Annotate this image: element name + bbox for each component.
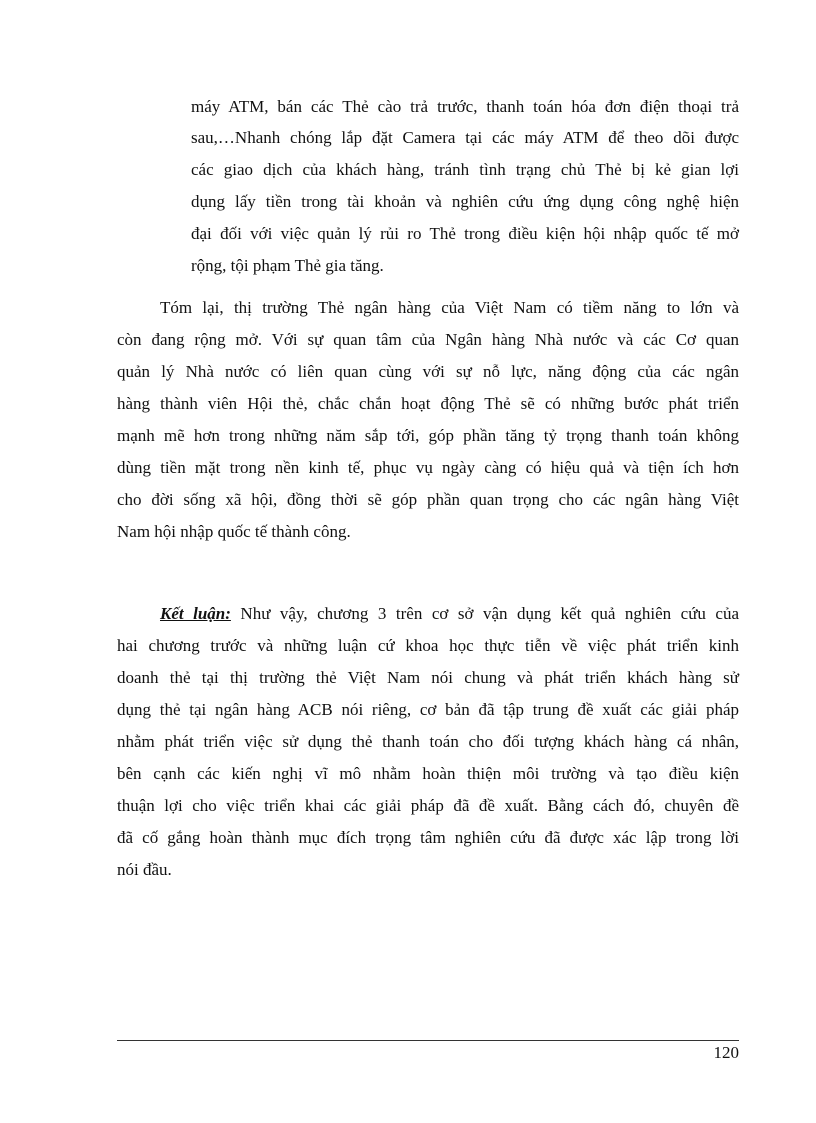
paragraph-line: thuận lợi cho việc triển khai các giải pháp đã đề xuất. Bằng cách đó, chuyên đề [117,796,739,815]
paragraph-line: nhằm phát triển việc sử dụng thẻ thanh toán cho đối tượng khách hàng cá nhân, [117,732,739,751]
paragraph-line: còn đang rộng mở. Với sự quan tâm của Ngân hàng Nhà nước và các Cơ quan [117,330,739,349]
conclusion-first-line-text: Như vậy, chương 3 trên cơ sở vận dụng kết quả nghiên cứu của [230,604,740,623]
paragraph-line: nói đầu. [117,860,172,879]
conclusion-first-line [160,603,739,625]
paragraph-line: đại đối với việc quản lý rủi ro Thẻ trong điều kiện hội nhập quốc tế mở [191,224,739,243]
paragraph-line: sau,…Nhanh chóng lắp đặt Camera tại các máy ATM để theo dõi được [191,128,739,147]
paragraph-line: mạnh mẽ hơn trong những năm sắp tới, góp phần tăng tỷ trọng thanh toán không [117,426,739,445]
paragraph-line: máy ATM, bán các Thẻ cào trả trước, thanh toán hóa đơn điện thoại trả [191,97,739,116]
paragraph-line: cho đời sống xã hội, đồng thời sẽ góp phần quan trọng cho các ngân hàng Việt [117,490,739,509]
paragraph-line: hai chương trước và những luận cứ khoa học thực tiễn về việc phát triển kinh [117,636,739,655]
paragraph-line: hàng thành viên Hội thẻ, chắc chắn hoạt động Thẻ sẽ có những bước phát triển [117,394,739,413]
paragraph-line: dụng thẻ tại ngân hàng ACB nói riêng, cơ bản đã tập trung đề xuất các giải pháp [117,700,739,719]
page-number: 120 [713,1043,739,1062]
paragraph-line: bên cạnh các kiến nghị vĩ mô nhằm hoàn thiện môi trường và tạo điều kiện [117,764,739,783]
paragraph-line: rộng, tội phạm Thẻ gia tăng. [191,256,384,275]
paragraph-line: đã cố gắng hoàn thành mục đích trọng tâm nghiên cứu đã được xác lập trong lời [117,828,739,847]
paragraph-line: dụng lấy tiền trong tài khoản và nghiên cứu ứng dụng công nghệ hiện [191,192,739,211]
conclusion-heading: Kết luận: [160,604,231,623]
footer-divider [117,1040,739,1041]
paragraph-line: doanh thẻ tại thị trường thẻ Việt Nam nói chung và phát triển khách hàng sử [117,668,739,687]
paragraph-line: Nam hội nhập quốc tế thành công. [117,522,351,541]
paragraph-line: dùng tiền mặt trong nền kinh tế, phục vụ ngày càng có hiệu quả và tiện ích hơn [117,458,739,477]
paragraph-line: các giao dịch của khách hàng, tránh tình trạng chủ Thẻ bị kẻ gian lợi [191,160,739,179]
paragraph-line: Tóm lại, thị trường Thẻ ngân hàng của Việt Nam có tiềm năng to lớn và [160,298,739,317]
paragraph-line: quản lý Nhà nước có liên quan cùng với sự nỗ lực, năng động của các ngân [117,362,739,381]
